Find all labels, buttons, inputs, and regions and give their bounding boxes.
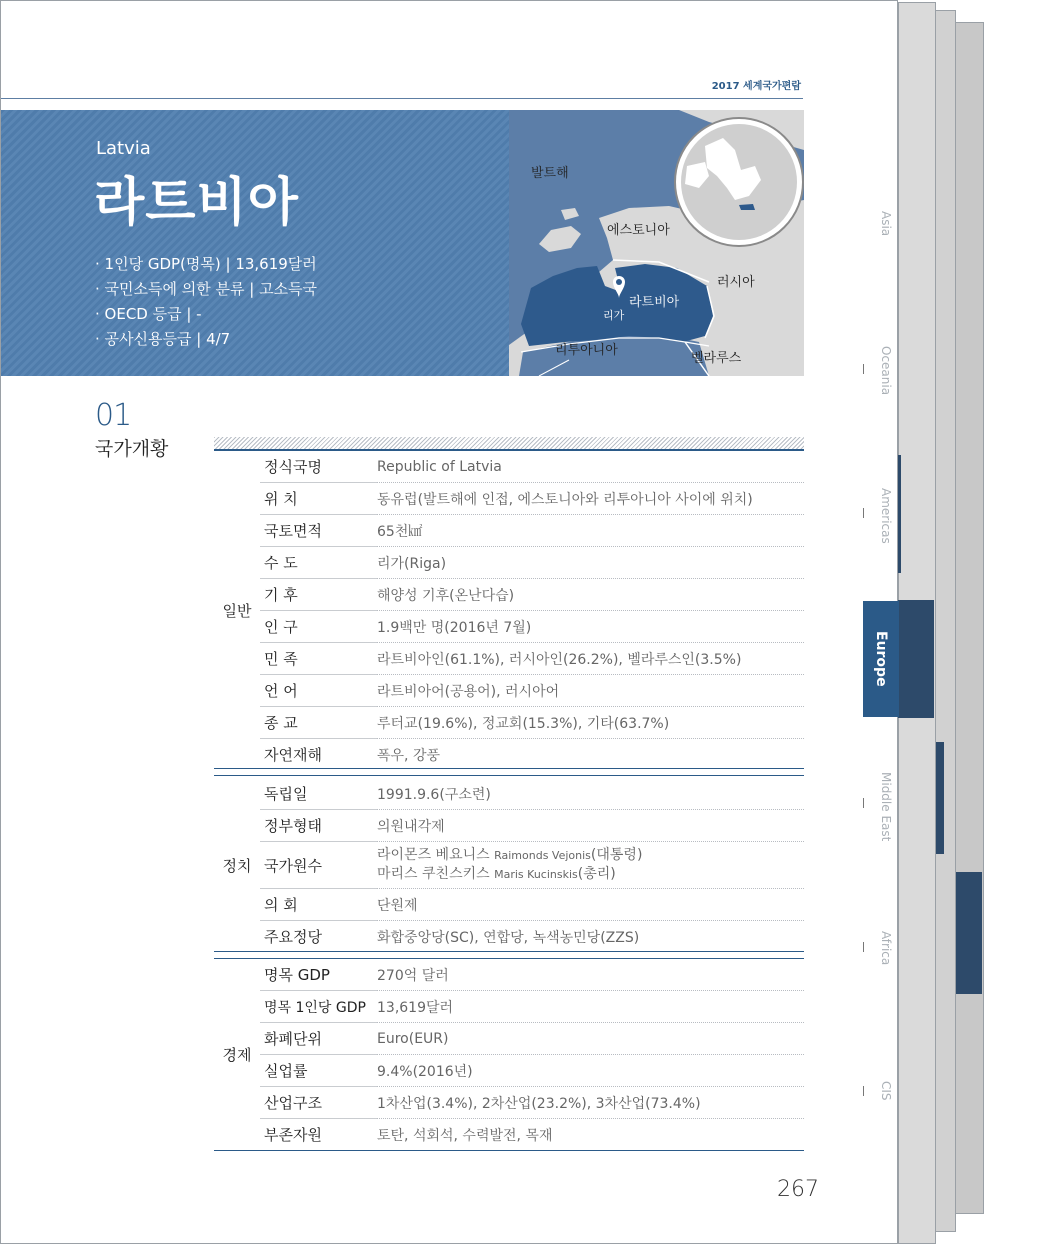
row-key: 화폐단위 <box>260 1023 377 1055</box>
name-ko: 라이몬즈 베요니스 <box>377 847 490 863</box>
row-value: 루터교(19.6%), 정교회(15.3%), 기타(63.7%) <box>377 707 804 739</box>
role: (대통령) <box>590 847 643 863</box>
country-banner <box>1 110 509 376</box>
map-label-estonia: 에스토니아 <box>607 223 670 238</box>
table-row <box>214 810 804 842</box>
tab-oceania[interactable]: Oceania <box>879 346 893 396</box>
row-value: 1.9백만 명(2016년 7월) <box>377 611 804 643</box>
row-key: 위 치 <box>260 483 377 515</box>
row-value: 리가(Riga) <box>377 547 804 579</box>
row-value: 270억 달러 <box>377 959 804 991</box>
name-en: Maris Kucinskis <box>494 868 578 881</box>
map-graphic <box>509 110 804 376</box>
globe-inset <box>675 118 803 246</box>
row-value: 라트비아어(공용어), 러시아어 <box>377 675 804 707</box>
info-table-politics <box>214 778 804 952</box>
group-label: 일반 <box>222 602 252 620</box>
row-key: 정식국명 <box>260 451 377 483</box>
head-of-state-line <box>377 846 804 865</box>
group-rule <box>214 775 804 776</box>
country-name-en: Latvia <box>96 138 151 159</box>
map-label-baltic-sea: 발트해 <box>531 166 569 181</box>
map-label-belarus: 벨라루스 <box>691 351 742 366</box>
summary-list <box>95 252 317 352</box>
row-value: 1차산업(3.4%), 2차산업(23.2%), 3차산업(73.4%) <box>377 1087 804 1119</box>
summary-item: · OECD 등급 | - <box>95 305 202 323</box>
info-table-general <box>214 451 804 770</box>
row-key: 기 후 <box>260 579 377 611</box>
row-key: 부존자원 <box>264 1126 322 1144</box>
tab-asia[interactable]: Asia <box>879 211 893 237</box>
tab-europe[interactable]: Europe <box>863 601 899 717</box>
tab-cis[interactable]: CIS <box>879 1081 893 1101</box>
name-en: Raimonds Vejonis <box>494 849 591 862</box>
table-row <box>214 921 804 953</box>
row-key: 주요정당 <box>264 928 322 946</box>
table-row <box>214 1087 804 1119</box>
summary-item: · 국민소득에 의한 분류 | 고소득국 <box>95 280 318 298</box>
table-row <box>214 611 804 643</box>
map-label-lithuania: 리투아니아 <box>555 343 618 358</box>
summary-item: · 공사신용등급 | 4/7 <box>95 330 231 348</box>
table-row <box>214 1055 804 1087</box>
row-value: 라트비아인(61.1%), 러시아인(26.2%), 벨라루스인(3.5%) <box>377 643 804 675</box>
row-key: 산업구조 <box>260 1087 377 1119</box>
table-row <box>214 675 804 707</box>
row-key: 실업률 <box>260 1055 377 1087</box>
running-title: 2017 세계국가편람 <box>711 81 801 92</box>
table-row <box>214 451 804 483</box>
group-rule <box>214 768 804 769</box>
tab-africa[interactable]: Africa <box>879 931 893 966</box>
table-row <box>214 515 804 547</box>
row-value: 13,619달러 <box>377 991 804 1023</box>
row-key: 국토면적 <box>260 515 377 547</box>
table-row <box>214 643 804 675</box>
section-hatch-bar <box>214 437 804 449</box>
row-key: 명목 GDP <box>260 959 377 991</box>
header-rule <box>1 98 803 99</box>
page-number: 267 <box>777 1177 819 1202</box>
row-key: 민 족 <box>260 643 377 675</box>
section-title: 국가개황 <box>95 438 169 460</box>
row-value: 65천㎢ <box>377 515 804 547</box>
row-key: 독립일 <box>260 778 377 810</box>
group-label: 정치 <box>222 856 252 875</box>
row-key: 의 회 <box>260 889 377 921</box>
table-row <box>214 778 804 810</box>
country-name-ko: 라트비아 <box>94 173 299 233</box>
table-row <box>214 707 804 739</box>
table-bottom-rule <box>214 1150 804 1151</box>
row-key: 정부형태 <box>260 810 377 842</box>
row-key: 수 도 <box>260 547 377 579</box>
table-row <box>214 991 804 1023</box>
name-ko: 마리스 쿠친스키스 <box>377 866 490 882</box>
row-key: 자연재해 <box>264 746 322 764</box>
row-value: 의원내각제 <box>377 810 804 842</box>
map-label-latvia: 라트비아 <box>629 295 680 310</box>
row-value: 폭우, 강풍 <box>377 747 440 764</box>
row-value: 9.4%(2016년) <box>377 1055 804 1087</box>
row-value: 화합중앙당(SC), 연합당, 녹색농민당(ZZS) <box>377 929 640 946</box>
head-of-state-line <box>377 865 804 884</box>
row-key: 인 구 <box>260 611 377 643</box>
row-key: 명목 1인당 GDP <box>260 991 377 1023</box>
tab-middle-east[interactable]: Middle East <box>879 772 893 842</box>
row-value: Euro(EUR) <box>377 1023 804 1055</box>
group-label: 경제 <box>222 1046 252 1064</box>
row-value: 토탄, 석회석, 수력발전, 목재 <box>377 1127 553 1144</box>
table-row <box>214 483 804 515</box>
table-row <box>214 1119 804 1151</box>
row-value: 단원제 <box>377 889 804 921</box>
group-rule <box>214 951 804 952</box>
row-value: 해양성 기후(온난다습) <box>377 579 804 611</box>
role: (총리) <box>577 866 616 882</box>
map-label-riga: 리가 <box>603 309 625 322</box>
table-row <box>214 889 804 921</box>
row-key: 종 교 <box>260 707 377 739</box>
row-value: 1991.9.6(구소련) <box>377 778 804 810</box>
table-row <box>214 739 804 771</box>
info-table-economy <box>214 959 804 1150</box>
table-row <box>214 579 804 611</box>
table-row <box>214 1023 804 1055</box>
location-map <box>509 110 804 376</box>
row-key: 언 어 <box>260 675 377 707</box>
table-row <box>214 959 804 991</box>
row-key: 국가원수 <box>260 842 377 889</box>
page-stack-tab-front <box>898 600 934 718</box>
head-of-state-value <box>377 842 804 889</box>
section-number: 01 <box>95 398 132 433</box>
row-value: Republic of Latvia <box>377 451 804 483</box>
tab-americas[interactable]: Americas <box>879 488 893 544</box>
table-row <box>214 842 804 889</box>
row-value: 동유럽(발트해에 인접, 에스토니아와 리투아니아 사이에 위치) <box>377 483 804 515</box>
map-label-russia: 러시아 <box>717 275 755 290</box>
summary-item: · 1인당 GDP(명목) | 13,619달러 <box>95 255 317 273</box>
table-row <box>214 547 804 579</box>
